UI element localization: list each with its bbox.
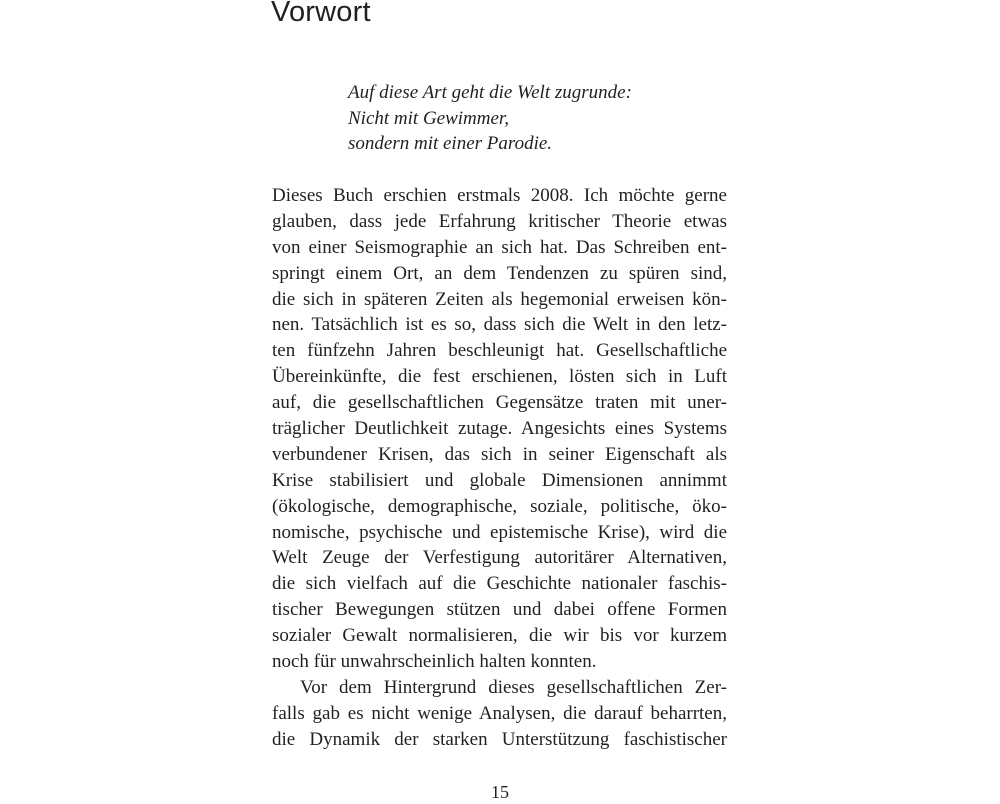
- text-line: ten fünfzehn Jahren beschleunigt hat. Gesellschaftliche: [272, 340, 727, 362]
- epigraph-line: sondern mit einer Parodie.: [348, 133, 553, 154]
- text-line: Krise stabilisiert und globale Dimensionen annimmt: [272, 469, 727, 491]
- text-line: von einer Seismographie an sich hat. Das Schreiben ent-: [272, 236, 727, 258]
- epigraph-line: Auf diese Art geht die Welt zugrunde:: [348, 82, 632, 103]
- text-line: nen. Tatsächlich ist es so, dass sich die Welt in den letz-: [272, 314, 727, 336]
- text-line: Dieses Buch erschien erstmals 2008. Ich möchte gerne: [272, 185, 727, 206]
- text-line: (ökologische, demographische, soziale, politische, öko-: [272, 495, 727, 517]
- body-text: [272, 183, 727, 753]
- page-number: 15: [491, 782, 509, 802]
- text-line: noch für unwahrscheinlich halten konnten.: [272, 651, 597, 673]
- text-line: Vor dem Hintergrund dieses gesellschaftlichen Zer-: [300, 676, 727, 698]
- text-line: träglicher Deutlichkeit zutage. Angesichts eines Systems: [272, 418, 727, 440]
- text-line: Welt Zeuge der Verfestigung autoritärer Alternativen,: [272, 547, 727, 569]
- text-line: tischer Bewegungen stützen und dabei offene Formen: [272, 599, 727, 621]
- paragraph-2: [272, 675, 727, 753]
- text-line: springt einem Ort, an dem Tendenzen zu spüren sind,: [272, 262, 727, 284]
- text-line: die sich in späteren Zeiten als hegemonial erweisen kön-: [272, 288, 727, 310]
- text-line: sozialer Gewalt normalisieren, die wir bis vor kurzem: [272, 625, 727, 647]
- text-line: auf, die gesellschaftlichen Gegensätze traten mit uner-: [272, 392, 727, 414]
- paragraph-1: [272, 183, 727, 675]
- text-line: glauben, dass jede Erfahrung kritischer Theorie etwas: [272, 210, 727, 232]
- text-line: verbundener Krisen, das sich in seiner Eigenschaft als: [272, 443, 727, 465]
- text-line: die sich vielfach auf die Geschichte nationaler faschis-: [272, 573, 727, 595]
- epigraph-line: Nicht mit Gewimmer,: [348, 107, 509, 129]
- text-line: nomische, psychische und epistemische Krise), wird die: [272, 521, 727, 543]
- text-line: Übereinkünfte, die fest erschienen, lösten sich in Luft: [272, 366, 727, 388]
- chapter-title: Vorwort: [271, 0, 371, 28]
- epigraph: [348, 80, 632, 157]
- text-line: die Dynamik der starken Unterstützung faschistischer: [272, 728, 727, 750]
- text-line: falls gab es nicht wenige Analysen, die darauf beharrten,: [272, 702, 727, 724]
